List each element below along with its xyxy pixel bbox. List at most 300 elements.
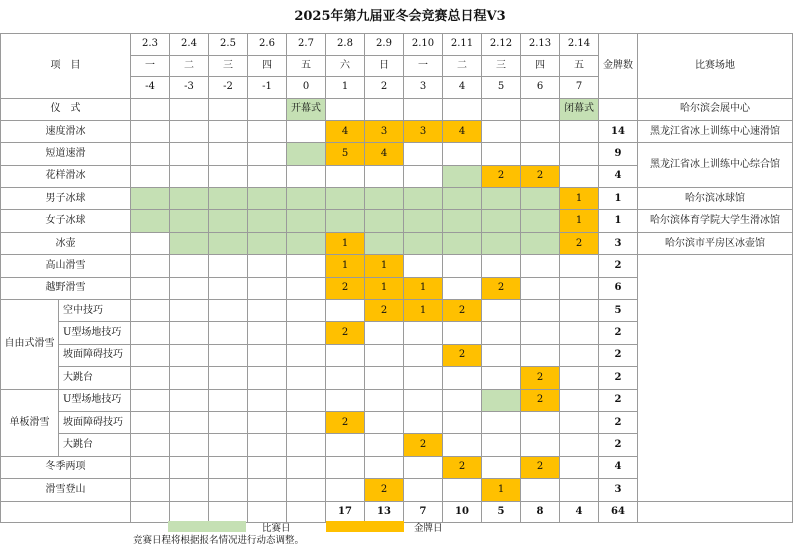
schedule-cell [560,300,599,322]
page-title: 2025年第九届亚冬会竞赛总日程V3 [294,9,506,24]
schedule-cell [560,322,599,344]
schedule-cell [131,120,170,142]
event-name: 高山滑雪 [1,255,131,277]
venue-name: 哈尔滨会展中心 [638,98,793,120]
competition-day-cell [326,188,365,210]
schedule-cell [365,165,404,187]
medal-count: 3 [599,232,638,254]
schedule-cell [482,300,521,322]
schedule-cell [443,434,482,456]
item-header: 项 目 [1,34,131,99]
schedule-cell [209,367,248,389]
schedule-cell [404,344,443,366]
schedule-cell [365,367,404,389]
medal-day-cell: 2 [482,277,521,299]
medal-day-cell: 1 [365,255,404,277]
medal-day-cell: 2 [326,322,365,344]
event-name: 大跳台 [59,367,131,389]
schedule-cell [131,165,170,187]
schedule-cell [443,143,482,165]
daily-medal-total: 8 [521,501,560,522]
schedule-cell [287,367,326,389]
competition-day-cell [365,210,404,232]
medal-day-cell: 4 [326,120,365,142]
competition-day-cell [365,188,404,210]
event-name: 冬季两项 [1,456,131,478]
competition-day-cell [248,188,287,210]
medal-count: 4 [599,165,638,187]
date-header: 2.11 [443,34,482,56]
schedule-cell [326,389,365,411]
schedule-cell [287,344,326,366]
schedule-cell [521,322,560,344]
schedule-cell [521,300,560,322]
medal-count: 5 [599,300,638,322]
daily-medal-total: 13 [365,501,404,522]
medal-day-cell: 1 [404,277,443,299]
venue-name: 哈尔滨体育学院大学生滑冰馆 [638,210,793,232]
day-number-header: -4 [131,77,170,99]
competition-day-cell: 开幕式 [287,98,326,120]
date-header: 2.4 [170,34,209,56]
schedule-cell [326,479,365,501]
medal-count: 2 [599,434,638,456]
event-name: U型场地技巧 [59,322,131,344]
medal-day-cell: 1 [404,300,443,322]
discipline-group: 自由式滑雪 [1,300,59,390]
venue-name: 哈尔滨冰球馆 [638,188,793,210]
schedule-cell [560,389,599,411]
medal-count: 14 [599,120,638,142]
schedule-cell [248,434,287,456]
event-name: 仪 式 [1,98,131,120]
schedule-cell [404,411,443,433]
schedule-cell [170,98,209,120]
schedule-cell [131,344,170,366]
medal-count: 2 [599,367,638,389]
weekday-header: 二 [443,55,482,77]
medal-count: 2 [599,255,638,277]
schedule-cell [560,479,599,501]
competition-day-cell [521,210,560,232]
weekday-header: 二 [170,55,209,77]
grand-total: 64 [599,501,638,522]
schedule-cell [170,300,209,322]
daily-medal-total: 7 [404,501,443,522]
competition-day-cell [287,232,326,254]
competition-day-cell [131,188,170,210]
schedule-cell [326,98,365,120]
day-number-header: 1 [326,77,365,99]
schedule-cell [521,143,560,165]
medal-day-cell: 2 [443,456,482,478]
schedule-cell [443,98,482,120]
schedule-cell [287,411,326,433]
event-name: 空中技巧 [59,300,131,322]
schedule-cell [521,411,560,433]
day-number-header: 5 [482,77,521,99]
schedule-cell [131,255,170,277]
venue-name: 哈尔滨市平房区冰壶馆 [638,232,793,254]
daily-medal-total: 17 [326,501,365,522]
schedule-cell [326,165,365,187]
medal-count: 1 [599,188,638,210]
competition-day-cell [248,210,287,232]
competition-day-cell [170,188,209,210]
schedule-cell [404,255,443,277]
day-number-header: 4 [443,77,482,99]
date-header: 2.9 [365,34,404,56]
medal-day-cell: 2 [365,300,404,322]
day-number-header: -3 [170,77,209,99]
competition-day-cell [326,210,365,232]
schedule-cell [170,165,209,187]
competition-day-swatch [168,521,246,532]
schedule-cell [248,456,287,478]
schedule-cell [326,344,365,366]
schedule-cell [482,344,521,366]
schedule-cell [170,322,209,344]
schedule-cell [365,344,404,366]
date-header: 2.6 [248,34,287,56]
day-number-header: -1 [248,77,287,99]
schedule-row [1,188,793,210]
venue-header: 比赛场地 [638,34,793,99]
schedule-cell [209,389,248,411]
date-header: 2.13 [521,34,560,56]
schedule-cell [521,479,560,501]
weekday-header: 一 [131,55,170,77]
schedule-cell [287,120,326,142]
day-number-header: 7 [560,77,599,99]
schedule-cell [287,479,326,501]
schedule-cell [287,165,326,187]
date-header: 2.5 [209,34,248,56]
medal-day-cell: 2 [521,367,560,389]
schedule-cell [170,456,209,478]
competition-day-cell [482,232,521,254]
schedule-cell [326,367,365,389]
weekday-header: 四 [521,55,560,77]
schedule-row [1,143,793,165]
competition-day-cell [521,232,560,254]
event-name: 男子冰球 [1,188,131,210]
competition-day-cell [404,210,443,232]
schedule-cell [170,367,209,389]
schedule-table [0,33,793,523]
schedule-cell [170,434,209,456]
schedule-cell [404,98,443,120]
competition-day-cell [170,232,209,254]
medal-count: 6 [599,277,638,299]
medal-day-cell: 2 [482,165,521,187]
schedule-cell [443,389,482,411]
schedule-cell [560,277,599,299]
competition-day-cell: 闭幕式 [560,98,599,120]
event-name: 女子冰球 [1,210,131,232]
schedule-cell [404,367,443,389]
medal-day-cell: 2 [404,434,443,456]
schedule-cell [521,120,560,142]
medal-count: 2 [599,322,638,344]
schedule-cell [560,434,599,456]
schedule-cell [521,434,560,456]
medal-count: 9 [599,143,638,165]
medal-count: 1 [599,210,638,232]
medal-count [599,98,638,120]
daily-medal-total: 10 [443,501,482,522]
daily-medal-total: 5 [482,501,521,522]
competition-day-cell [209,188,248,210]
schedule-row [1,210,793,232]
schedule-cell [248,479,287,501]
venue-name [638,255,793,501]
schedule-cell [287,300,326,322]
schedule-cell [248,411,287,433]
date-header: 2.14 [560,34,599,56]
schedule-cell [248,98,287,120]
schedule-cell [560,344,599,366]
schedule-cell [131,322,170,344]
schedule-cell [248,344,287,366]
medal-count: 3 [599,479,638,501]
date-header: 2.7 [287,34,326,56]
schedule-cell [170,143,209,165]
competition-day-cell [404,232,443,254]
schedule-cell [170,411,209,433]
schedule-cell [482,255,521,277]
schedule-cell [365,389,404,411]
schedule-cell [209,165,248,187]
schedule-cell [482,367,521,389]
schedule-cell [287,456,326,478]
competition-day-cell [482,210,521,232]
competition-day-cell [443,232,482,254]
schedule-cell [521,277,560,299]
event-name: 速度滑冰 [1,120,131,142]
event-name: 花样滑冰 [1,165,131,187]
schedule-cell [209,322,248,344]
event-name: U型场地技巧 [59,389,131,411]
schedule-cell [287,389,326,411]
competition-day-cell [521,188,560,210]
schedule-cell [404,389,443,411]
medal-day-cell: 2 [560,232,599,254]
event-name: 冰壶 [1,232,131,254]
schedule-cell [482,98,521,120]
schedule-cell [560,456,599,478]
day-number-header: -2 [209,77,248,99]
medal-day-cell: 2 [521,456,560,478]
weekday-header: 四 [248,55,287,77]
schedule-cell [482,322,521,344]
schedule-cell [521,255,560,277]
schedule-cell [170,344,209,366]
schedule-cell [326,456,365,478]
medal-day-cell: 2 [326,277,365,299]
schedule-cell [209,411,248,433]
schedule-cell [365,98,404,120]
schedule-cell [209,143,248,165]
schedule-cell [443,367,482,389]
medal-day-cell: 3 [404,120,443,142]
schedule-cell [248,322,287,344]
schedule-row [1,98,793,120]
date-header: 2.3 [131,34,170,56]
weekday-header: 三 [209,55,248,77]
legend [0,518,800,546]
event-name: 坡面障碍技巧 [59,344,131,366]
schedule-cell [170,255,209,277]
schedule-row [1,232,793,254]
event-name: 越野滑雪 [1,277,131,299]
event-name: 大跳台 [59,434,131,456]
schedule-cell [131,277,170,299]
competition-day-cell [443,210,482,232]
competition-day-cell [365,232,404,254]
day-number-header: 3 [404,77,443,99]
schedule-cell [482,120,521,142]
schedule-cell [443,479,482,501]
competition-day-label: 比赛日 [262,523,291,534]
schedule-cell [131,434,170,456]
schedule-row [1,255,793,277]
date-header: 2.8 [326,34,365,56]
date-header: 2.12 [482,34,521,56]
schedule-cell [287,255,326,277]
schedule-note: 竞赛日程将根据报名情况进行动态调整。 [133,535,305,546]
schedule-cell [209,434,248,456]
schedule-cell [248,165,287,187]
schedule-cell [209,300,248,322]
schedule-cell [170,389,209,411]
competition-day-cell [482,389,521,411]
schedule-cell [209,98,248,120]
event-name: 坡面障碍技巧 [59,411,131,433]
schedule-cell [326,300,365,322]
event-name: 滑雪登山 [1,479,131,501]
venue-name: 黑龙江省冰上训练中心速滑馆 [638,120,793,142]
medal-day-cell: 2 [521,389,560,411]
schedule-cell [404,456,443,478]
schedule-cell [443,277,482,299]
schedule-cell [404,165,443,187]
competition-day-cell [287,143,326,165]
schedule-cell [521,344,560,366]
medal-day-cell: 1 [560,188,599,210]
schedule-cell [248,120,287,142]
schedule-cell [443,411,482,433]
schedule-cell [521,98,560,120]
schedule-cell [443,322,482,344]
schedule-cell [131,389,170,411]
schedule-cell [365,456,404,478]
schedule-cell [404,143,443,165]
schedule-cell [248,367,287,389]
competition-day-cell [131,210,170,232]
schedule-cell [170,277,209,299]
medal-day-cell: 3 [365,120,404,142]
weekday-header: 三 [482,55,521,77]
medal-count: 2 [599,389,638,411]
discipline-group: 单板滑雪 [1,389,59,456]
medal-day-cell: 4 [443,120,482,142]
medal-day-cell: 2 [443,300,482,322]
competition-day-cell [443,165,482,187]
medal-day-cell: 4 [365,143,404,165]
schedule-cell [248,277,287,299]
schedule-cell [248,255,287,277]
schedule-cell [560,143,599,165]
medal-day-cell: 1 [326,255,365,277]
medal-count: 4 [599,456,638,478]
medal-day-cell: 2 [326,411,365,433]
competition-day-cell [404,188,443,210]
schedule-cell [365,411,404,433]
medal-day-cell: 2 [443,344,482,366]
schedule-cell [560,367,599,389]
schedule-cell [131,456,170,478]
competition-day-cell [170,210,209,232]
medal-count: 2 [599,344,638,366]
schedule-cell [560,165,599,187]
medal-count: 2 [599,411,638,433]
schedule-cell [482,456,521,478]
competition-day-cell [209,210,248,232]
schedule-cell [443,255,482,277]
event-name: 短道速滑 [1,143,131,165]
competition-day-cell [482,188,521,210]
day-number-header: 2 [365,77,404,99]
schedule-cell [404,479,443,501]
competition-day-cell [248,232,287,254]
schedule-cell [209,277,248,299]
schedule-cell [131,232,170,254]
competition-day-cell [287,210,326,232]
schedule-cell [365,322,404,344]
medal-day-cell: 2 [521,165,560,187]
weekday-header: 六 [326,55,365,77]
medal-day-cell: 1 [365,277,404,299]
schedule-row [1,120,793,142]
schedule-cell [131,411,170,433]
schedule-cell [326,434,365,456]
schedule-cell [248,389,287,411]
schedule-cell [560,255,599,277]
schedule-cell [131,143,170,165]
weekday-header: 五 [560,55,599,77]
medals-header: 金牌数 [599,34,638,99]
competition-day-cell [443,188,482,210]
weekday-header: 日 [365,55,404,77]
schedule-cell [560,120,599,142]
schedule-cell [131,367,170,389]
daily-medal-total: 4 [560,501,599,522]
schedule-cell [131,479,170,501]
schedule-cell [365,434,404,456]
medal-day-label: 金牌日 [414,523,443,534]
schedule-cell [482,411,521,433]
schedule-cell [209,255,248,277]
day-number-header: 6 [521,77,560,99]
schedule-cell [287,322,326,344]
medal-day-swatch [326,521,404,532]
schedule-cell [248,300,287,322]
schedule-cell [287,434,326,456]
schedule-cell [170,120,209,142]
medal-day-cell: 2 [365,479,404,501]
day-number-header: 0 [287,77,326,99]
